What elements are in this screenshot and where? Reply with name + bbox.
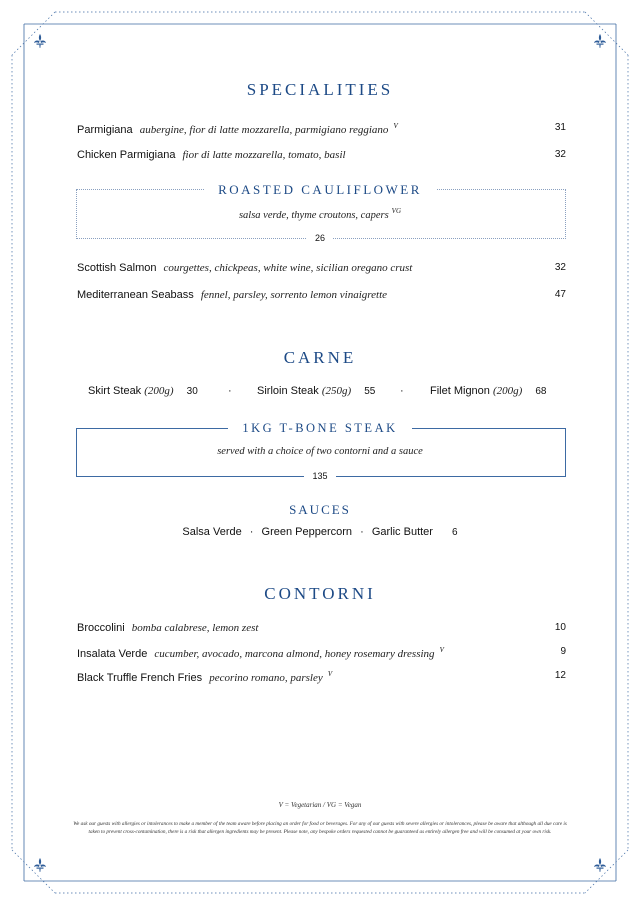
fleur-de-lis-icon xyxy=(593,33,607,49)
fleur-de-lis-icon xyxy=(33,857,47,873)
item-name: Chicken Parmigiana xyxy=(77,149,176,161)
item-description: fior di latte mozzarella, tomato, basil xyxy=(182,149,346,161)
fleur-de-lis-icon xyxy=(33,33,47,49)
menu-item xyxy=(77,670,566,684)
item-price: 47 xyxy=(554,289,566,300)
feature-price xyxy=(0,471,640,481)
item-description: fennel, parsley, sorrento lemon vinaigrette xyxy=(200,289,388,301)
item-price: 32 xyxy=(554,262,566,273)
item-name: Insalata Verde xyxy=(77,648,148,660)
dietary-tag: V xyxy=(393,122,398,130)
menu-item xyxy=(77,646,566,660)
feature-title-text: 1KG T-BONE STEAK xyxy=(228,421,411,435)
item-description: aubergine, fior di latte mozzarella, parmigiano reggiano xyxy=(139,124,389,136)
item-name: Parmigiana xyxy=(77,124,133,136)
feature-title xyxy=(0,182,640,198)
dietary-tag: VG xyxy=(391,207,402,215)
item-price: 55 xyxy=(364,386,376,397)
item-weight: (250g) xyxy=(321,385,352,397)
item-description: bomba calabrese, lemon zest xyxy=(131,622,259,634)
item-description: pecorino romano, parsley xyxy=(209,672,323,684)
menu-item xyxy=(77,122,566,136)
sauces-heading: SAUCES xyxy=(289,502,351,517)
item-name: Mediterranean Seabass xyxy=(77,289,194,301)
separator-dot: · xyxy=(249,526,254,538)
specialities-heading: SPECIALITIES xyxy=(246,80,394,99)
item-name: Scottish Salmon xyxy=(77,262,157,274)
separator-dot: · xyxy=(360,526,364,538)
dietary-tag: V xyxy=(439,646,444,654)
item-weight: (200g) xyxy=(144,385,174,397)
feature-price xyxy=(0,233,640,243)
sauce-item: Green Peppercorn xyxy=(261,526,353,538)
feature-desc-text: salsa verde, thyme croutons, capers xyxy=(238,210,389,221)
dietary-legend: V = Vegetarian / VG = Vegan xyxy=(278,801,362,809)
feature-description xyxy=(0,207,640,221)
sauce-item: Garlic Butter xyxy=(371,526,433,538)
item-price: 32 xyxy=(554,149,566,160)
sauces-list xyxy=(0,526,640,538)
feature-title-text: ROASTED CAULIFLOWER xyxy=(204,182,436,197)
contorni-heading: CONTORNI xyxy=(264,584,376,603)
steak-item xyxy=(88,385,198,397)
sauce-price: 6 xyxy=(452,527,458,538)
item-name: Black Truffle French Fries xyxy=(77,672,203,684)
feature-description: served with a choice of two contorni and a sauce xyxy=(217,446,423,457)
carne-heading: CARNE xyxy=(283,348,357,367)
item-price: 9 xyxy=(560,646,566,657)
feature-title xyxy=(0,421,640,436)
steak-item xyxy=(257,385,375,397)
item-name: Skirt Steak xyxy=(88,385,142,397)
feature-price-text: 26 xyxy=(307,233,333,243)
menu-item xyxy=(77,622,566,634)
separator-dot: · xyxy=(400,385,404,397)
item-name: Sirloin Steak xyxy=(257,385,319,397)
allergen-note: We ask our guests with allergies or intolerances to make a member of the team aware before placing an order for food or beverages. For any of our guests with severe allergies or intolerances, please be aware that although all due care is taken to prevent cross-contamination, there is a risk that allergen ingredients may be present. Please note, any bespoke orders requested cannot be guaranteed as entirely allergen free and will be consumed at your own risk. xyxy=(73,821,567,835)
sauce-item: Salsa Verde xyxy=(182,526,242,538)
item-price: 10 xyxy=(554,622,566,633)
menu-item xyxy=(77,289,566,301)
item-name: Broccolini xyxy=(77,622,125,634)
item-price: 30 xyxy=(186,386,198,397)
feature-price-text: 135 xyxy=(304,471,335,481)
item-price: 31 xyxy=(554,122,566,133)
dietary-tag: V xyxy=(327,670,333,678)
separator-dot: · xyxy=(228,385,232,397)
item-name: Filet Mignon xyxy=(430,385,490,397)
item-description: courgettes, chickpeas, white wine, sicilian oregano crust xyxy=(163,262,413,274)
item-price: 12 xyxy=(554,670,566,681)
item-description: cucumber, avocado, marcona almond, honey rosemary dressing xyxy=(154,648,435,660)
menu-item xyxy=(77,262,566,274)
fleur-de-lis-icon xyxy=(593,857,607,873)
steak-item xyxy=(430,385,547,397)
item-weight: (200g) xyxy=(492,385,523,397)
menu-item xyxy=(77,149,566,161)
item-price: 68 xyxy=(535,386,547,397)
